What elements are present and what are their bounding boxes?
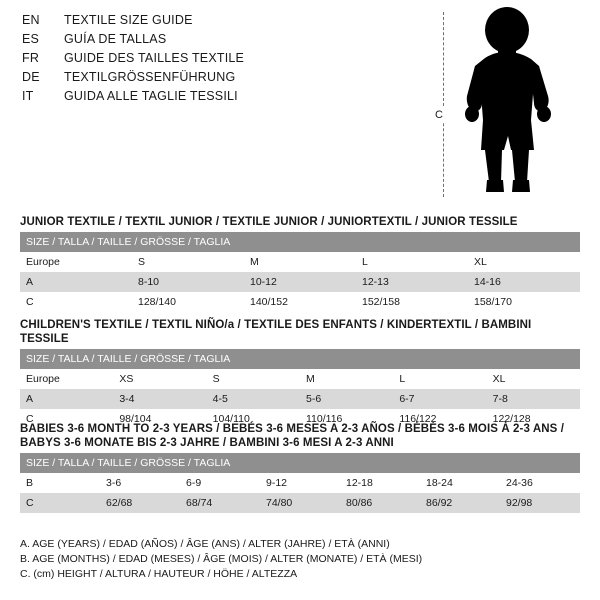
language-title: GUÍA DE TALLAS (64, 32, 167, 46)
language-title: TEXTILE SIZE GUIDE (64, 13, 193, 27)
table-row (20, 252, 580, 272)
table-header-row (20, 232, 580, 252)
footnote-b: B. AGE (MONTHS) / EDAD (MESES) / ÂGE (MOIS) / ALTER (MONATE) / ETÀ (MESI) (20, 553, 423, 565)
cell: 110/116 (300, 409, 393, 429)
language-row (22, 70, 442, 89)
cell: S (132, 252, 244, 272)
row-label: C (20, 409, 113, 429)
table-header-row (20, 349, 580, 369)
cell: 5-6 (300, 389, 393, 409)
cell: 12-18 (340, 473, 420, 493)
language-code: IT (22, 89, 34, 103)
child-silhouette-icon (455, 4, 575, 204)
cell: 24-36 (500, 473, 580, 493)
height-measure-line (443, 12, 444, 197)
cell: XS (113, 369, 206, 389)
section-title: JUNIOR TEXTILE / TEXTIL JUNIOR / TEXTILE JUNIOR / JUNIORTEXTIL / JUNIOR TESSILE (20, 216, 518, 228)
measure-label-c: C (435, 109, 443, 121)
language-code: DE (22, 70, 40, 84)
table-row (20, 369, 580, 389)
cell: M (300, 369, 393, 389)
table-header-row (20, 453, 580, 473)
section-babies (20, 422, 580, 513)
cell: S (207, 369, 300, 389)
cell: 14-16 (468, 272, 580, 292)
cell: 92/98 (500, 493, 580, 513)
measurement-figure (430, 4, 590, 204)
cell: 6-7 (393, 389, 486, 409)
language-code: FR (22, 51, 40, 65)
row-label: Europe (20, 252, 132, 272)
children-size-table (20, 349, 580, 429)
section-title: BABIES 3-6 MONTH TO 2-3 YEARS / BEBÉS 3-6 MESES A 2-3 AÑOS / BÉBÉS 3-6 MOIS À 2-3 ANS / BABYS 3-6 MONATE BIS 2-3 JAHRE / BAMBINI 3-6 MESI A 2-3 ANNI (20, 423, 564, 449)
cell: 3-4 (113, 389, 206, 409)
footnotes-block (20, 537, 580, 582)
cell: 10-12 (244, 272, 356, 292)
row-label: C (20, 493, 100, 513)
cell: 158/170 (468, 292, 580, 312)
cell: 128/140 (132, 292, 244, 312)
section-junior (20, 215, 580, 312)
language-code: ES (22, 32, 40, 46)
cell: 140/152 (244, 292, 356, 312)
table-row (20, 272, 580, 292)
table-row (20, 493, 580, 513)
cell: 86/92 (420, 493, 500, 513)
cell: 8-10 (132, 272, 244, 292)
footnote-c: C. (cm) HEIGHT / ALTURA / HAUTEUR / HÖHE / ALTEZZA (20, 568, 298, 580)
cell: XL (468, 252, 580, 272)
cell: 80/86 (340, 493, 420, 513)
cell: L (393, 369, 486, 389)
language-row (22, 13, 442, 32)
cell: 6-9 (180, 473, 260, 493)
row-label: A (20, 272, 132, 292)
cell: 116/122 (393, 409, 486, 429)
cell: 104/110 (207, 409, 300, 429)
table-row (20, 292, 580, 312)
language-row (22, 32, 442, 51)
cell: 3-6 (100, 473, 180, 493)
section-children (20, 318, 580, 429)
cell: 7-8 (487, 389, 580, 409)
language-row (22, 51, 442, 70)
cell: M (244, 252, 356, 272)
cell: 4-5 (207, 389, 300, 409)
footnote-a: A. AGE (YEARS) / EDAD (AÑOS) / ÂGE (ANS) / ALTER (JAHRE) / ETÀ (ANNI) (20, 538, 390, 550)
language-title: GUIDA ALLE TAGLIE TESSILI (64, 89, 238, 103)
cell: 68/74 (180, 493, 260, 513)
cell: L (356, 252, 468, 272)
section-title: CHILDREN'S TEXTILE / TEXTIL NIÑO/а / TEXTILE DES ENFANTS / KINDERTEXTIL / BAMBINI TESSILE (20, 319, 532, 345)
cell: 9-12 (260, 473, 340, 493)
table-row (20, 389, 580, 409)
table-header-label: SIZE / TALLA / TAILLE / GRÖSSE / TAGLIA (20, 453, 580, 473)
table-header-label: SIZE / TALLA / TAILLE / GRÖSSE / TAGLIA (20, 232, 580, 252)
cell: XL (487, 369, 580, 389)
cell: 62/68 (100, 493, 180, 513)
language-title: GUIDE DES TAILLES TEXTILE (64, 51, 245, 65)
cell: 152/158 (356, 292, 468, 312)
row-label: Europe (20, 369, 113, 389)
row-label: C (20, 292, 132, 312)
table-row (20, 473, 580, 493)
language-title: TEXTILGRÖSSENFÜHRUNG (64, 70, 236, 84)
row-label: A (20, 389, 113, 409)
junior-size-table (20, 232, 580, 312)
cell: 18-24 (420, 473, 500, 493)
babies-size-table (20, 453, 580, 513)
table-header-label: SIZE / TALLA / TAILLE / GRÖSSE / TAGLIA (20, 349, 580, 369)
language-row (22, 89, 442, 108)
cell: 74/80 (260, 493, 340, 513)
cell: 12-13 (356, 272, 468, 292)
row-label: B (20, 473, 100, 493)
language-title-block (22, 13, 442, 108)
language-code: EN (22, 13, 40, 27)
cell: 122/128 (487, 409, 580, 429)
cell: 98/104 (113, 409, 206, 429)
